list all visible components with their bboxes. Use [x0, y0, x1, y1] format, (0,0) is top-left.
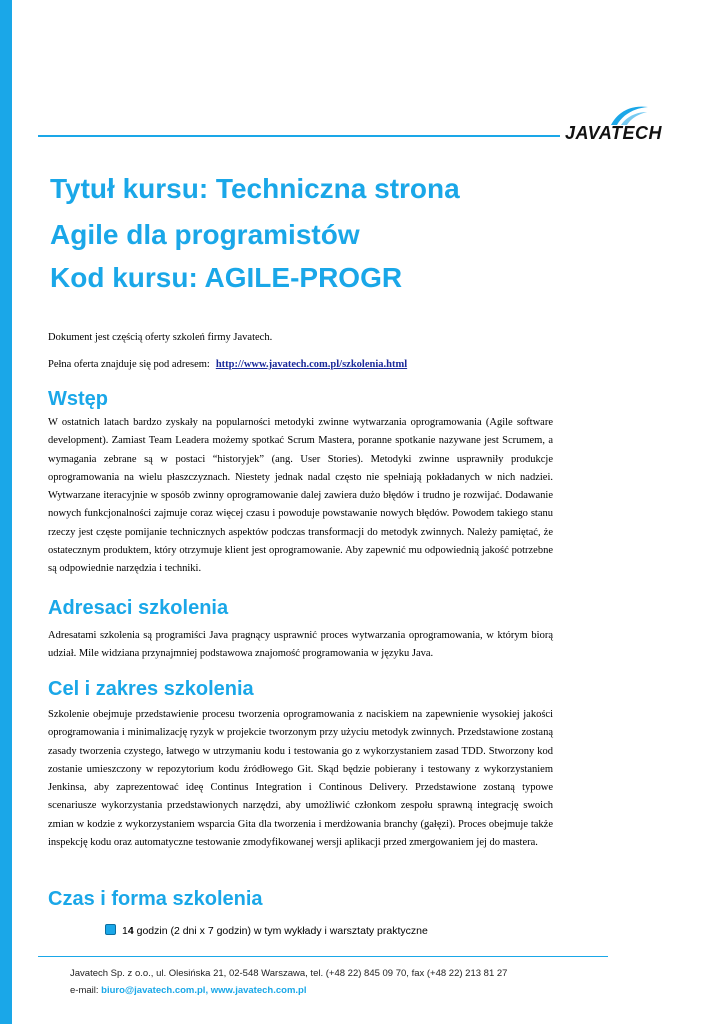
heading-cel: Cel i zakres szkolenia [48, 678, 254, 700]
javatech-logo [565, 104, 680, 146]
duration-text: godzin (2 dni x 7 godzin) w tym wykłady i warsztaty praktyczne [133, 925, 428, 937]
duration-digit-1: 1 [122, 925, 128, 937]
course-title-line-1: Tytuł kursu: Techniczna strona [50, 173, 460, 204]
footer-email-label: e-mail: [70, 985, 99, 996]
paragraph-adresaci: Adresatami szkolenia są programiści Java pragnący usprawnić proces wytwarzania oprogramowania, w którym biorą udział. Mile widziana przynajmniej podstawowa znajomość programowania w języku Java. [48, 630, 553, 660]
footer-address: Javatech Sp. z o.o., ul. Olesińska 21, 02-548 Warszawa, tel. (+48 22) 845 09 70, fax (+48 22) 213 81 27 [70, 968, 508, 979]
footer-email-link[interactable]: biuro@javatech.com.pl, [101, 985, 209, 996]
intro-line-2 [48, 359, 407, 370]
heading-czas: Czas i forma szkolenia [48, 888, 263, 910]
footer-divider [38, 956, 608, 957]
paragraph-cel: Szkolenie obejmuje przedstawienie procesu tworzenia oprogramowania z naciskiem na zapewnienie wysokiej jakości oprogramowania i minimalizację ryzyk w projekcie tworzonym przy użyciu metodyk zwinnych. Przedstawione zostaną zasady tworzenia czystego, łatwego w utrzymaniu kodu i testowania go z wykorzystaniem zasad TDD. Stworzony kod zostanie umieszczony w repozytorium kodu źródłowego Git. Skąd będzie pobierany i testowany z wykorzystaniem Jenkinsa, aby zaprezentować ideę Continus Integration i Continous Delivery. Przedstawione zostaną typowe scenariusze wykorzystania przedstawionych narzędzi, aby umożliwić członkom zespołu sprawną integrację swoich zmian w kodzie z wykorzystaniem wsparcia Gita dla tworzenia i merdżowania branchy (gałęzi). Proces obejmuje także inspekcję kodu oraz automatyczne testowanie zmodyfikowanej wersji aplikacji przed zmergowaniem jej do mastera. [48, 709, 553, 849]
left-accent-bar [0, 0, 12, 1024]
intro-line-2-label: Pełna oferta znajduje się pod adresem: [48, 359, 210, 370]
heading-adresaci: Adresaci szkolenia [48, 597, 229, 619]
footer-website-link[interactable]: www.javatech.com.pl [210, 985, 307, 996]
course-code: Kod kursu: AGILE-PROGR [50, 262, 403, 293]
duration-bullet [105, 924, 428, 937]
offer-link[interactable]: http://www.javatech.com.pl/szkolenia.html [215, 359, 408, 370]
footer-contact [70, 985, 306, 996]
logo-text: JAVATECH [565, 123, 663, 143]
intro-line-1: Dokument jest częścią oferty szkoleń firmy Javatech. [48, 332, 273, 343]
paragraph-wstep: W ostatnich latach bardzo zyskały na popularności metodyki zwinne wytwarzania oprogramowania (Agile software development). Zamiast Team Leadera możemy spotkać Scrum Mastera, poranne spotkanie nazywane jest Scrumem, a wymagania zebrane są w postaci “historyjek” (ang. User Stories). Metodyki zwinne usprawniły produkcje oprogramowania na wielu płaszczyznach. Niestety jednak nadal często nie spełniają pokładanych w nich nadziei. Wytwarzane iteracyjnie w sposób zwinny oprogramowanie dalej zawiera dużo błędów i trudno je rozwijać. Dodawanie nowych funkcjonalności zajmuje coraz więcej czasu i powoduje powstawanie nowych błędów. Powodem takiego stanu rzeczy jest częste pomijanie technicznych aspektów podczas transformacji do metodyk zwinnych. Należy pamiętać, że ostatecznym produktem, który otrzymuje klient jest oprogramowanie. Aby zapewnić mu odpowiednią jakość potrzebne są odpowiednie narzędzia i techniki. [48, 417, 553, 575]
bullet-square-icon [105, 924, 116, 935]
header-divider [38, 135, 560, 137]
duration-digit-2: 4 [127, 925, 134, 937]
course-title-line-2: Agile dla programistów [50, 219, 360, 250]
heading-wstep: Wstęp [48, 388, 108, 410]
